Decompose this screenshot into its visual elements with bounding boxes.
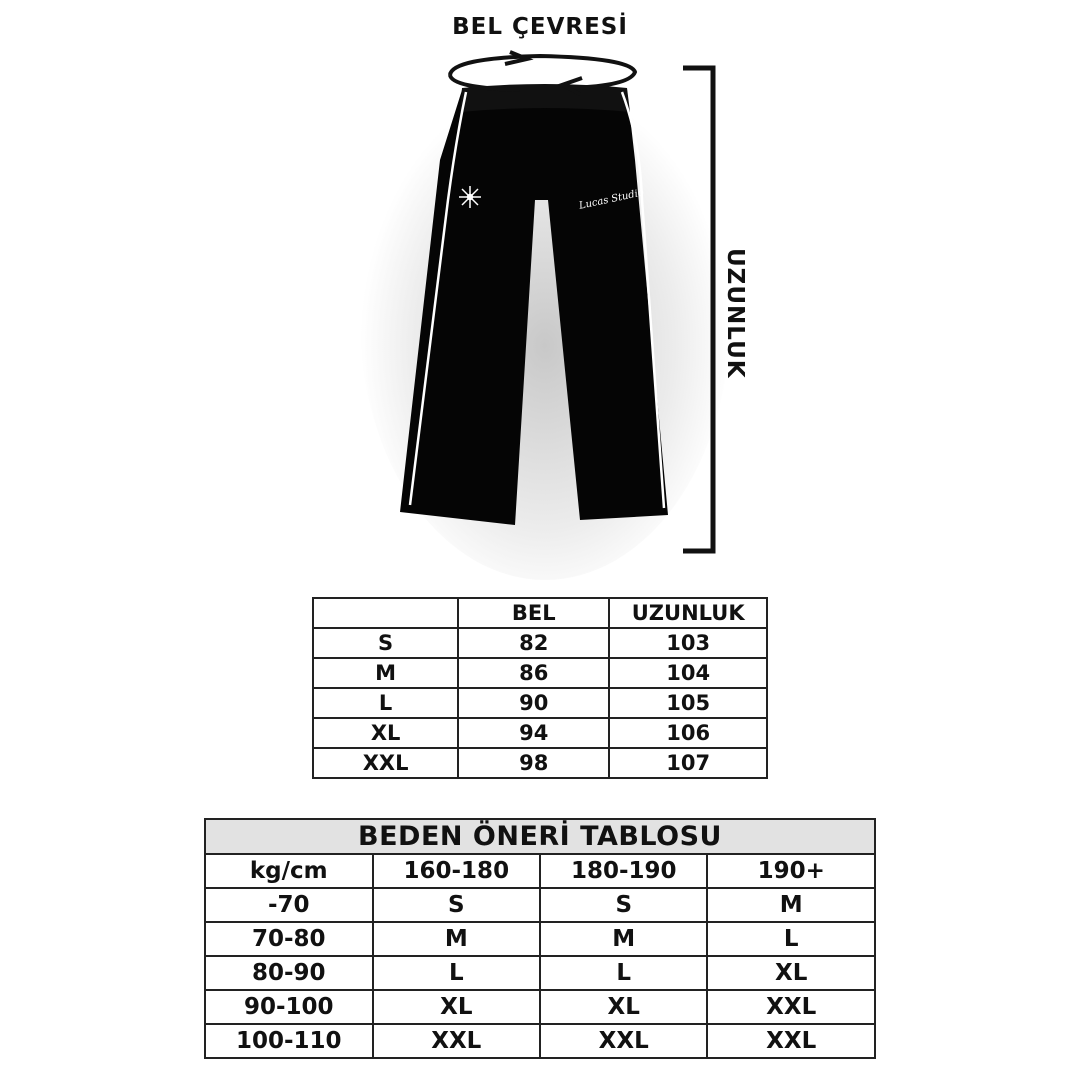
table-header-cell: [313, 598, 458, 628]
table-row: [313, 628, 767, 658]
table-row: [205, 922, 875, 956]
table-cell: XXL: [707, 990, 875, 1024]
table-title: BEDEN ÖNERİ TABLOSU: [205, 819, 875, 854]
table-cell: 107: [609, 748, 767, 778]
table-header-cell: 160-180: [373, 854, 540, 888]
table-header-cell: UZUNLUK: [609, 598, 767, 628]
table-cell: XL: [313, 718, 458, 748]
table-row: [205, 990, 875, 1024]
table-cell: XXL: [707, 1024, 875, 1058]
table-cell: 82: [458, 628, 609, 658]
table-header-row: [205, 854, 875, 888]
table-cell: 105: [609, 688, 767, 718]
table-header-cell: kg/cm: [205, 854, 373, 888]
table-cell: M: [540, 922, 707, 956]
table-cell: S: [313, 628, 458, 658]
table-header-cell: 180-190: [540, 854, 707, 888]
table-header-cell: BEL: [458, 598, 609, 628]
table-cell: 90-100: [205, 990, 373, 1024]
size-table: [312, 597, 768, 779]
table-cell: 103: [609, 628, 767, 658]
table-cell: 98: [458, 748, 609, 778]
table-cell: M: [313, 658, 458, 688]
table-cell: XL: [707, 956, 875, 990]
table-header-cell: 190+: [707, 854, 875, 888]
flower-logo-icon: [459, 186, 481, 208]
embroidery-text: Lucas Studio: [578, 187, 645, 212]
table-cell: XXL: [313, 748, 458, 778]
waist-label: BEL ÇEVRESİ: [452, 14, 628, 40]
table-cell: M: [707, 888, 875, 922]
table-cell: 86: [458, 658, 609, 688]
table-cell: S: [540, 888, 707, 922]
table-cell: 70-80: [205, 922, 373, 956]
table-cell: L: [540, 956, 707, 990]
table-cell: M: [373, 922, 540, 956]
table-cell: L: [313, 688, 458, 718]
table-cell: S: [373, 888, 540, 922]
table-cell: 80-90: [205, 956, 373, 990]
length-label: UZUNLUK: [722, 248, 748, 379]
table-cell: 104: [609, 658, 767, 688]
table-cell: XXL: [540, 1024, 707, 1058]
table-cell: -70: [205, 888, 373, 922]
table-row: [205, 956, 875, 990]
table-cell: XXL: [373, 1024, 540, 1058]
table-row: [205, 1024, 875, 1058]
table-cell: L: [373, 956, 540, 990]
table-header-row: [313, 598, 767, 628]
table-cell: 100-110: [205, 1024, 373, 1058]
table-cell: XL: [540, 990, 707, 1024]
table-cell: XL: [373, 990, 540, 1024]
table-cell: L: [707, 922, 875, 956]
table-title-row: [205, 819, 875, 854]
table-cell: 106: [609, 718, 767, 748]
table-row: [313, 688, 767, 718]
table-cell: 94: [458, 718, 609, 748]
table-cell: 90: [458, 688, 609, 718]
table-row: [205, 888, 875, 922]
table-row: [313, 718, 767, 748]
size-recommendation-table: [204, 818, 876, 1059]
table-row: [313, 658, 767, 688]
table-row: [313, 748, 767, 778]
